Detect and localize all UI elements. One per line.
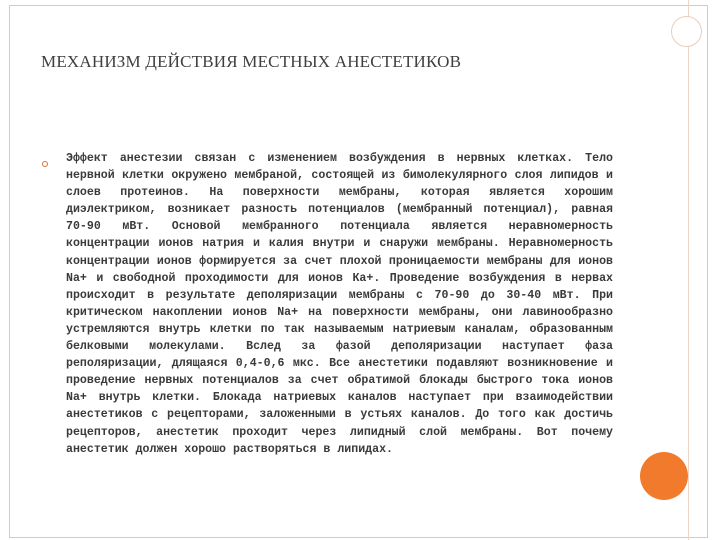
decorative-vertical-line [688,0,689,540]
slide-body-text: Эффект анестезии связан с изменением возбуждения в нервных клетках. Тело нервной клетки окружено мембраной, состоящей из бимолекулярного слоя липидов и слоев протеинов. На поверхности мембраны, которая является хорошим диэлектриком, возникает разность потенциалов (мембранный потенциал), равная 70-90 мВт. Основой мембранного потенциала является неравномерность концентрации ионов натрия и калия внутри и снаружи мембраны. Неравномерность концентрации ионов формируется за счет плохой проницаемости мембраны для ионов Na+ и свободной проходимости для ионов Ка+. Проведение возбуждения в нервах происходит в результате деполяризации мембраны с 70-90 до 30-40 мВт. При критическом накоплении ионов Na+ на поверхности мембраны, они лавинообразно устремляются внутрь клетки по так называемым натриевым каналам, образованным белковыми молекулами. Вслед за фазой деполяризации наступает фаза реполяризации, длящаяся 0,4-0,6 мкс. Все анестетики подавляют возникновение и проведение нервных потенциалов за счет обратимой блокады быстрого тока ионов Na+ внутрь клетки. Блокада натриевых каналов наступает при взаимодействии анестетиков с рецепторами, заложенными в устьях каналов. До того как достичь рецепторов, анестетик проходит через липидный слой мембраны. Вот почему анестетик должен хорошо растворяться в липидах. [66,152,613,456]
bullet-circle-icon [42,161,48,167]
decorative-circle-outline [671,16,702,47]
decorative-circle-orange [640,452,688,500]
slide-title: МЕХАНИЗМ ДЕЙСТВИЯ МЕСТНЫХ АНЕСТЕТИКОВ [41,52,462,71]
